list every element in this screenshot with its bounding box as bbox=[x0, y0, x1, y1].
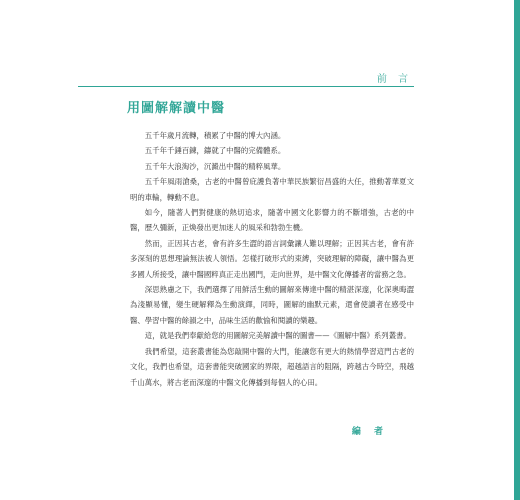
paragraph: 深思熟慮之下，我們選擇了用鮮活生動的圖解來傳達中醫的精湛深邃，化深奧晦澀為淺顯易懂，變生硬解釋為生動演繹，同時，圖解的幽默元素，還會使讀者在感受中醫、學習中醫的餘韻之中，品味生活的歡愉和閱讀的樂趣。 bbox=[130, 285, 414, 325]
author-signature: 編 者 bbox=[351, 427, 388, 437]
section-header: 前 言 bbox=[376, 74, 412, 85]
paragraph: 這，就是我們奉獻給您的用圖解完美解讀中醫的圖書——《圖解中醫》系列叢書。 bbox=[144, 331, 411, 341]
paragraph: 五千年大浪淘沙，沉澱出中醫的精粹風華。 bbox=[144, 161, 286, 171]
paragraph: 五千年千錘百鍊，鑄就了中醫的完備體系。 bbox=[144, 146, 286, 156]
paragraph: 五千年歲月流轉，積累了中醫的博大內涵。 bbox=[144, 131, 286, 140]
paragraph: 然而，正因其古老，會有許多生澀的語言詞彙讓人難以理解；正因其古老，會有許多深刻的思想理論無法被人領悟。怎樣打破形式的束縛，突破理解的障礙，讓中醫為更多國人所接受，讓中醫國粹真正走出國門，走向世界，是中醫文化傳播者的當務之急。 bbox=[130, 238, 414, 279]
paragraph: 五千年風雨滄桑，古老的中醫曾庇護負著中華民族繁衍昌盛的大任，推動著華夏文明的車輪，轉動不息。 bbox=[130, 177, 414, 202]
header-divider bbox=[78, 86, 414, 87]
page-edge-bar bbox=[514, 0, 520, 500]
paragraph: 如今，隨著人們對健康的熱切追求，隨著中國文化影響力的不斷增強，古老的中醫，歷久彌新，正煥發出更加迷人的風采和勃勃生機。 bbox=[130, 208, 414, 233]
preface-body bbox=[130, 128, 414, 390]
page-title: 用圖解解讀中醫 bbox=[127, 101, 226, 116]
paragraph: 我們希望，這套叢書能為您敲開中醫的大門，能讓您有更大的熱情學習這門古老的文化，我們也希望，這套書能突破國家的界限，超越語言的阻隔，跨越古今時空，飛越千山萬水，將古老而深邃的中醫文化傳播到每個人的心田。 bbox=[130, 346, 414, 387]
